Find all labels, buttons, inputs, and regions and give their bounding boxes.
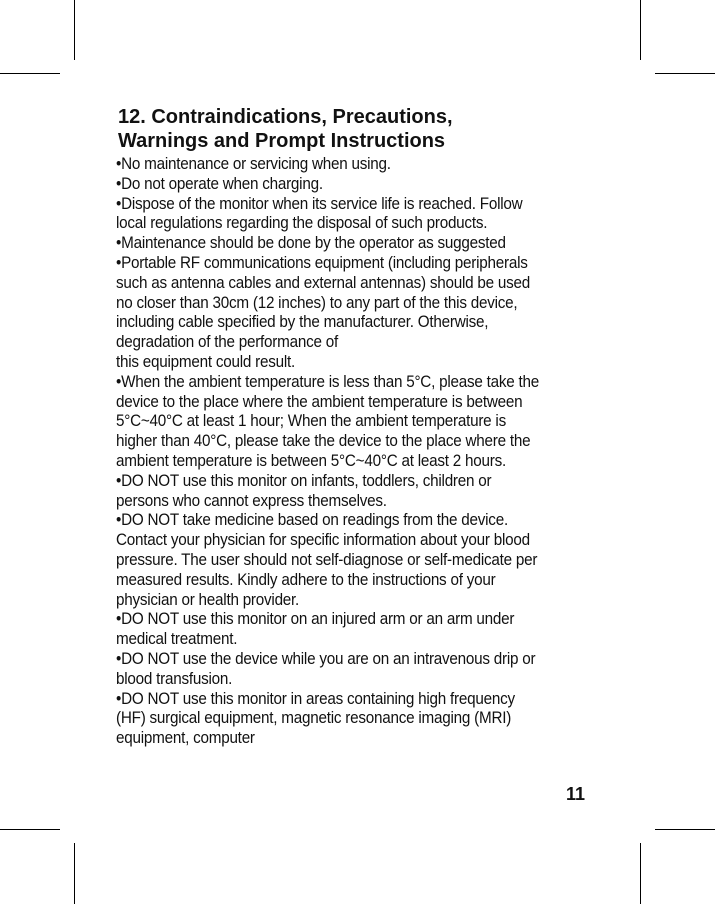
body-line: degradation of the performance of — [116, 333, 338, 352]
body-line: higher than 40°C, please take the device to the place where the — [116, 432, 531, 451]
body-line: (HF) surgical equipment, magnetic resonance imaging (MRI) — [116, 709, 512, 728]
crop-mark-top-right-vertical — [640, 0, 641, 60]
crop-mark-bottom-right-horizontal — [655, 829, 715, 830]
body-line: this equipment could result. — [116, 352, 296, 371]
body-line: physician or health provider. — [116, 590, 300, 609]
body-line: •Portable RF communications equipment (including peripherals — [116, 253, 528, 272]
instructions-body — [116, 155, 562, 749]
body-line: medical treatment. — [116, 630, 238, 649]
body-line: ambient temperature is between 5°C~40°C at least 2 hours. — [116, 451, 506, 470]
body-line: •DO NOT use the device while you are on an intravenous drip or — [116, 649, 536, 668]
body-line: 5°C~40°C at least 1 hour; When the ambient temperature is — [116, 412, 506, 431]
body-line: •Maintenance should be done by the operator as suggested — [116, 234, 506, 253]
page-number: 11 — [566, 784, 586, 804]
body-line: including cable specified by the manufacturer. Otherwise, — [116, 313, 489, 332]
body-line: Contact your physician for specific information about your blood — [116, 531, 530, 550]
body-line: •DO NOT take medicine based on readings from the device. — [116, 511, 508, 530]
body-line: •DO NOT use this monitor on an injured arm or an arm under — [116, 610, 515, 629]
heading-line-1: 12. Contraindications, Precautions, — [118, 106, 453, 128]
body-line: such as antenna cables and external antennas) should be used — [116, 273, 531, 292]
body-line: persons who cannot express themselves. — [116, 491, 387, 510]
body-line: •No maintenance or servicing when using. — [116, 155, 391, 173]
body-line: •When the ambient temperature is less than 5°C, please take the — [116, 372, 539, 391]
body-line: •Do not operate when charging. — [116, 174, 323, 193]
body-line: local regulations regarding the disposal of such products. — [116, 214, 488, 233]
body-line: device to the place where the ambient temperature is between — [116, 392, 523, 411]
body-line: •DO NOT use this monitor in areas containing high frequency — [116, 689, 515, 708]
crop-mark-top-left-horizontal — [0, 73, 60, 74]
body-line: blood transfusion. — [116, 669, 233, 688]
body-line: •DO NOT use this monitor on infants, toddlers, children or — [116, 471, 492, 490]
body-line: •Dispose of the monitor when its service life is reached. Follow — [116, 194, 523, 213]
crop-mark-bottom-left-vertical — [74, 843, 75, 904]
crop-mark-top-left-vertical — [74, 0, 75, 60]
body-line: no closer than 30cm (12 inches) to any part of the this device, — [116, 293, 518, 312]
crop-mark-bottom-right-vertical — [640, 843, 641, 904]
crop-mark-top-right-horizontal — [655, 73, 715, 74]
section-heading — [118, 105, 598, 153]
heading-line-2: Warnings and Prompt Instructions — [118, 130, 446, 152]
crop-mark-bottom-left-horizontal — [0, 829, 60, 830]
body-line: measured results. Kindly adhere to the instructions of your — [116, 570, 496, 589]
body-line: equipment, computer — [116, 729, 255, 748]
body-line: pressure. The user should not self-diagnose or self-medicate per — [116, 550, 538, 569]
